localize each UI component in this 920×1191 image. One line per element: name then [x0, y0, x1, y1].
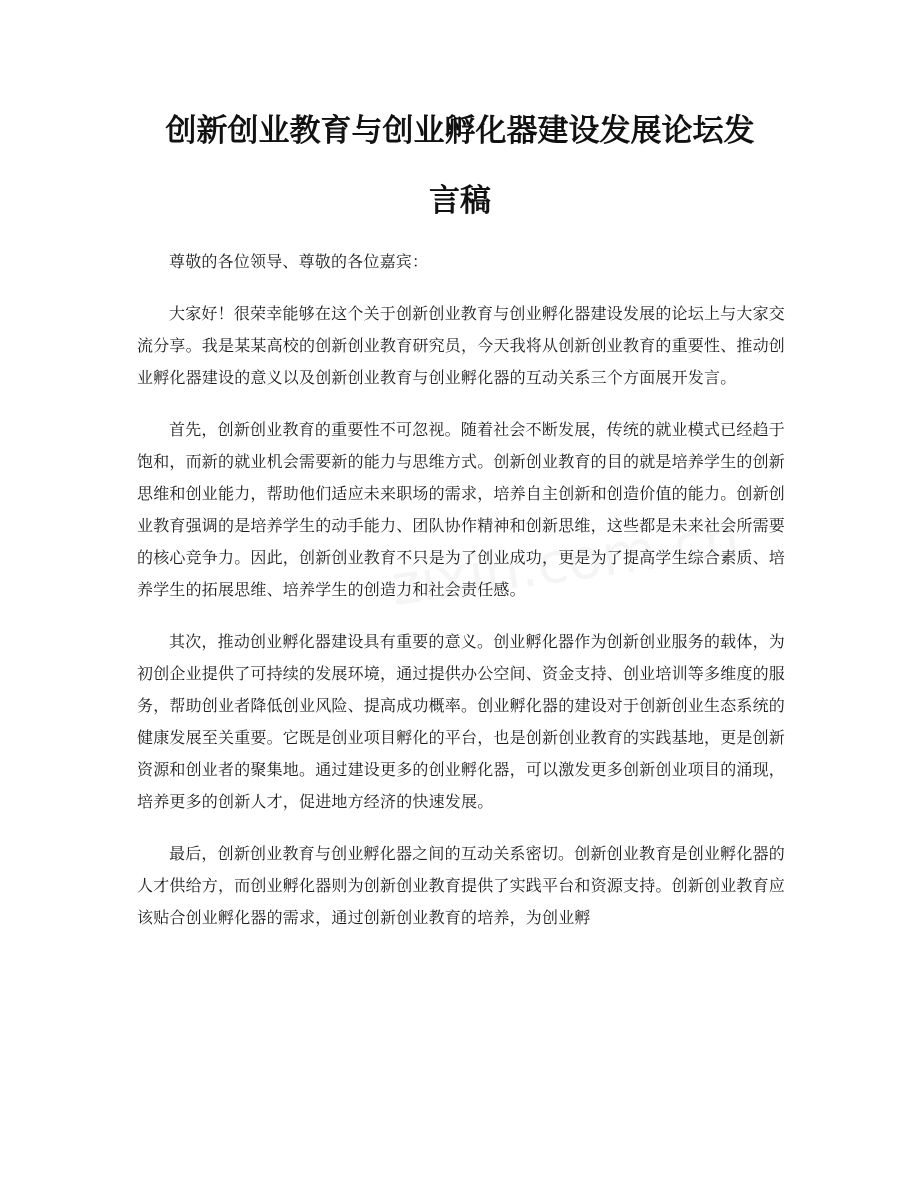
salutation-paragraph: 尊敬的各位领导、尊敬的各位嘉宾： — [169, 252, 429, 271]
title-line-1: 创新创业教育与创业孵化器建设发展论坛发 — [165, 113, 755, 149]
title-line-2: 言稿 — [429, 183, 491, 219]
document-body — [137, 246, 785, 954]
third-point-paragraph: 最后，创新创业教育与创业孵化器之间的互动关系密切。创新创业教育是创业孵化器的人才供给方，而创业孵化器则为创新创业教育提供了实践平台和资源支持。创新创业教育应该贴合创业孵化器的需求，通过创新创业教育的培养，为创业孵 — [137, 844, 786, 927]
intro-paragraph: 大家好！很荣幸能够在这个关于创新创业教育与创业孵化器建设发展的论坛上与大家交流分享。我是某某高校的创新创业教育研究员，今天我将从创新创业教育的重要性、推动创业孵化器建设的意义以及创新创业教育与创业孵化器的互动关系三个方面展开发言。 — [137, 304, 786, 387]
second-point-paragraph: 其次，推动创业孵化器建设具有重要的意义。创业孵化器作为创新创业服务的载体，为初创企业提供了可持续的发展环境，通过提供办公空间、资金支持、创业培训等多维度的服务，帮助创业者降低创业风险、提高成功概率。创业孵化器的建设对于创新创业生态系统的健康发展至关重要。它既是创业项目孵化的平台，也是创新创业教育的实践基地，更是创新资源和创业者的聚集地。通过建设更多的创业孵化器，可以激发更多创新创业项目的涌现，培养更多的创新人才，促进地方经济的快速发展。 — [137, 632, 786, 811]
first-point-paragraph: 首先，创新创业教育的重要性不可忽视。随着社会不断发展，传统的就业模式已经趋于饱和，而新的就业机会需要新的能力与思维方式。创新创业教育的目的就是培养学生的创新思维和创业能力，帮助他们适应未来职场的需求，培养自主创新和创造价值的能力。创新创业教育强调的是培养学生的动手能力、团队协作精神和创新思维，这些都是未来社会所需要的核心竞争力。因此，创新创业教育不只是为了创业成功，更是为了提高学生综合素质、培养学生的拓展思维、培养学生的创造力和社会责任感。 — [137, 420, 786, 599]
document-title — [120, 96, 800, 236]
